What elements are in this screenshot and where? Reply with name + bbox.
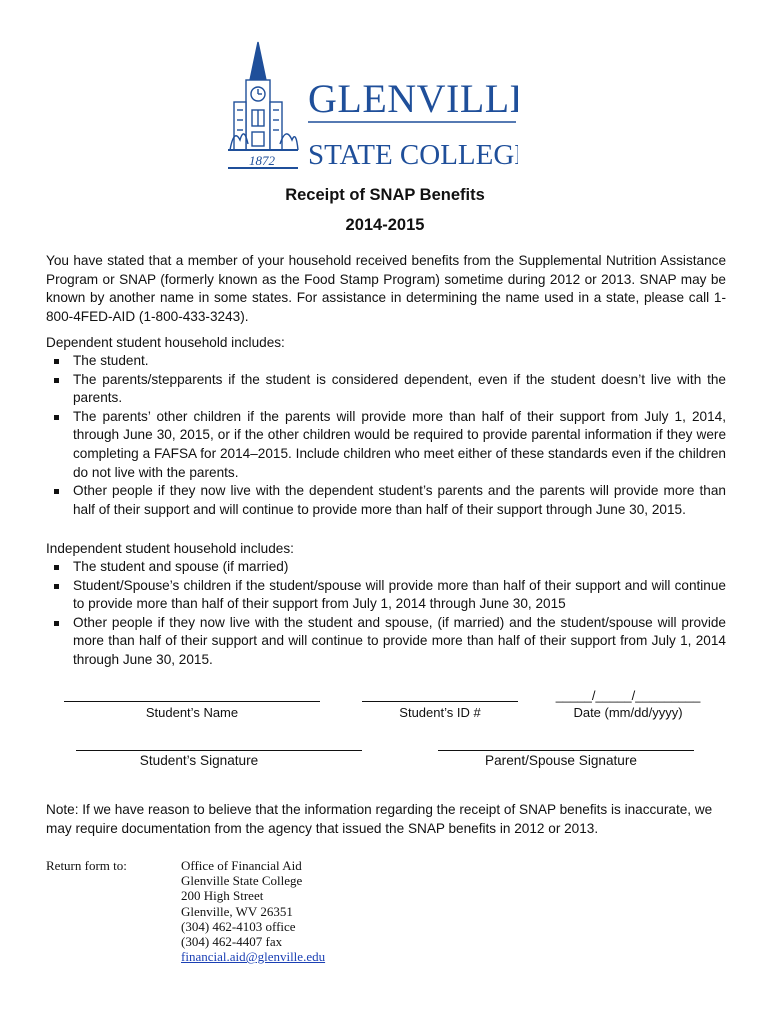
- email-link[interactable]: financial.aid@glenville.edu: [181, 949, 326, 965]
- dependent-list: [46, 352, 726, 519]
- list-item: The student and spouse (if married): [46, 558, 726, 577]
- list-item: Other people if they now live with the student and spouse, (if married) and the student/spouse will provide more than half of their support and will continue to provide more than half of their support from July 1, 2014 through June 30, 2015.: [46, 614, 726, 670]
- note-paragraph: Note: If we have reason to believe that the information regarding the receipt of SNAP benefits is inaccurate, we may require documentation from the agency that issued the SNAP benefits in 2012 or 2013.: [46, 802, 713, 836]
- parent-signature-label: Parent/Spouse Signature: [485, 753, 637, 768]
- phone-office: (304) 462-4103 office: [181, 918, 296, 934]
- page-year: 2014-2015: [345, 216, 425, 234]
- phone-fax: (304) 462-4407 fax: [181, 934, 283, 950]
- college-name-line1: GLENVILLE: [308, 76, 518, 121]
- date-field[interactable]: _____/_____/_________: [555, 688, 701, 703]
- independent-heading: Independent student household includes:: [46, 541, 294, 556]
- list-item: Other people if they now live with the dependent student’s parents and the parents will provide more than half of their support and will continue to provide more than half of their support through June 30, 2015.: [46, 482, 726, 519]
- date-label: Date (mm/dd/yyyy): [573, 705, 683, 720]
- independent-list: [46, 558, 726, 670]
- student-name-field[interactable]: [64, 701, 320, 702]
- return-address: [181, 858, 325, 964]
- address-line: Glenville State College: [181, 873, 303, 889]
- founded-year: 1872: [249, 153, 275, 168]
- address-line: Glenville, WV 26351: [181, 903, 293, 919]
- college-logo: [228, 40, 518, 172]
- list-item: The parents/stepparents if the student is considered dependent, even if the student doesn’t live with the parents.: [46, 371, 726, 408]
- address-line: Office of Financial Aid: [181, 858, 302, 873]
- student-name-label: Student’s Name: [145, 705, 239, 720]
- return-label: Return form to:: [46, 858, 127, 873]
- parent-signature-field[interactable]: [438, 750, 694, 751]
- student-id-field[interactable]: [362, 701, 518, 702]
- dependent-heading: Dependent student household includes:: [46, 335, 285, 350]
- list-item: Student/Spouse’s children if the student/spouse will provide more than half of their support and will continue to provide more than half of their support from July 1, 2014 through June 30, 2015: [46, 577, 726, 614]
- clock-tower-logo-icon: [228, 40, 518, 172]
- address-line: 200 High Street: [181, 888, 264, 904]
- list-item: The student.: [46, 352, 726, 371]
- student-signature-field[interactable]: [76, 750, 362, 751]
- page-title: Receipt of SNAP Benefits: [285, 186, 485, 204]
- student-id-label: Student’s ID #: [399, 705, 481, 720]
- student-signature-label: Student’s Signature: [139, 753, 259, 768]
- intro-paragraph: You have stated that a member of your household received benefits from the Supplemental Nutrition Assistance Program or SNAP (formerly known as the Food Stamp Program) sometime during 2012 or 2013. SNAP may be known by another name in some states. For assistance in determining the name used in a state, please call 1-800-4FED-AID (1-800-433-3243).: [46, 253, 726, 324]
- list-item: The parents’ other children if the parents will provide more than half of their support from July 1, 2014, through June 30, 2015, or if the other children would be required to provide parental information if they were completing a FAFSA for 2014–2015. Include children who meet either of these standards even if the children do not live with the parents.: [46, 408, 726, 482]
- college-name-line2: STATE COLLEGE: [308, 139, 518, 171]
